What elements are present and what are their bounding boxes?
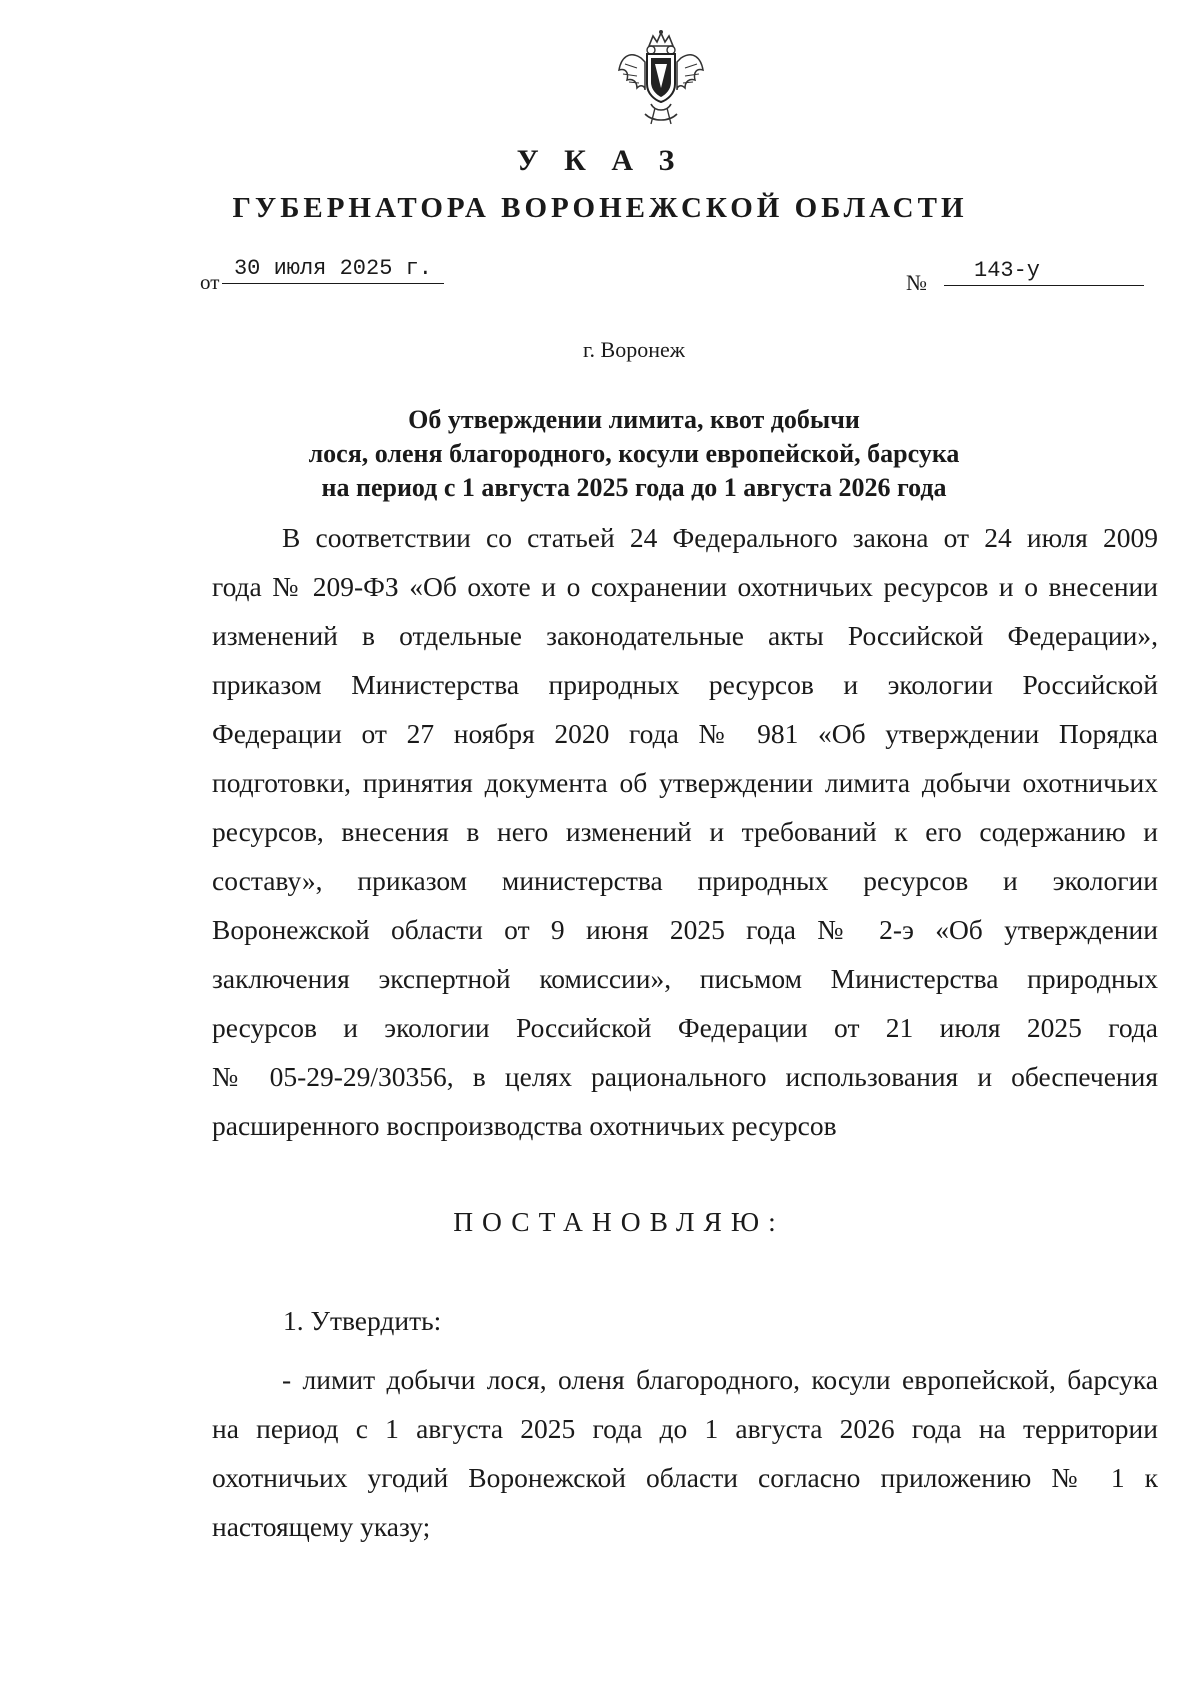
text-line: года № 209-ФЗ «Об охоте и о сохранении охотничьих ресурсов и о внесении [212, 571, 1158, 602]
text-line: - лимит добычи лося, оленя благородного, косули европейской, барсука [282, 1364, 1158, 1395]
text-line: Воронежской области от 9 июня 2025 года № 2-э «Об утверждении [212, 914, 1158, 945]
text-line: ресурсов, внесения в него изменений и требований к его содержанию и [212, 816, 1158, 847]
item-heading: 1. Утвердить: [283, 1305, 442, 1336]
text-line: составу», приказом министерства природных ресурсов и экологии [212, 865, 1158, 896]
text-line: В соответствии со статьей 24 Федерального закона от 24 июля 2009 [282, 522, 1158, 553]
coat-of-arms-icon [611, 28, 711, 128]
decree-word: ПОСТАНОВЛЯЮ: [453, 1206, 785, 1237]
issuer-title: ГУБЕРНАТОРА ВОРОНЕЖСКОЙ ОБЛАСТИ [232, 192, 968, 224]
heading-line: лося, оленя благородного, косули европейской, барсука [308, 439, 960, 468]
document-type-title: У К А З [516, 144, 684, 177]
document-heading [0, 403, 1200, 505]
number-value: 143-у [944, 258, 1144, 286]
text-line: на период с 1 августа 2025 года до 1 августа 2026 года на территории [212, 1413, 1158, 1444]
text-line: подготовки, принятия документа об утверждении лимита добычи охотничьих [212, 767, 1158, 798]
text-line: заключения экспертной комиссии», письмом Министерства природных [212, 963, 1158, 994]
item-paragraph [212, 1355, 1158, 1551]
text-line: охотничьих угодий Воронежской области согласно приложению № 1 к [212, 1462, 1158, 1493]
text-line: № 05-29-29/30356, в целях рационального использования и обеспечения [212, 1061, 1158, 1092]
text-line: ресурсов и экологии Российской Федерации от 21 июля 2025 года [212, 1012, 1158, 1043]
text-line: изменений в отдельные законодательные акты Российской Федерации», [212, 620, 1158, 651]
heading-line: на период с 1 августа 2025 года до 1 августа 2026 года [321, 473, 947, 502]
number-prefix: № [906, 270, 927, 295]
text-line: Федерации от 27 ноября 2020 года № 981 «Об утверждении Порядка [212, 718, 1158, 749]
city: г. Воронеж [583, 337, 685, 362]
preamble-paragraph [212, 513, 1158, 1150]
text-line: настоящему указу; [212, 1511, 431, 1542]
text-line: приказом Министерства природных ресурсов и экологии Российской [212, 669, 1158, 700]
text-line: расширенного воспроизводства охотничьих ресурсов [212, 1110, 837, 1141]
heading-line: Об утверждении лимита, квот добычи [408, 405, 860, 434]
date-value: 30 июля 2025 г. [222, 256, 444, 284]
date-prefix: от [200, 270, 220, 294]
